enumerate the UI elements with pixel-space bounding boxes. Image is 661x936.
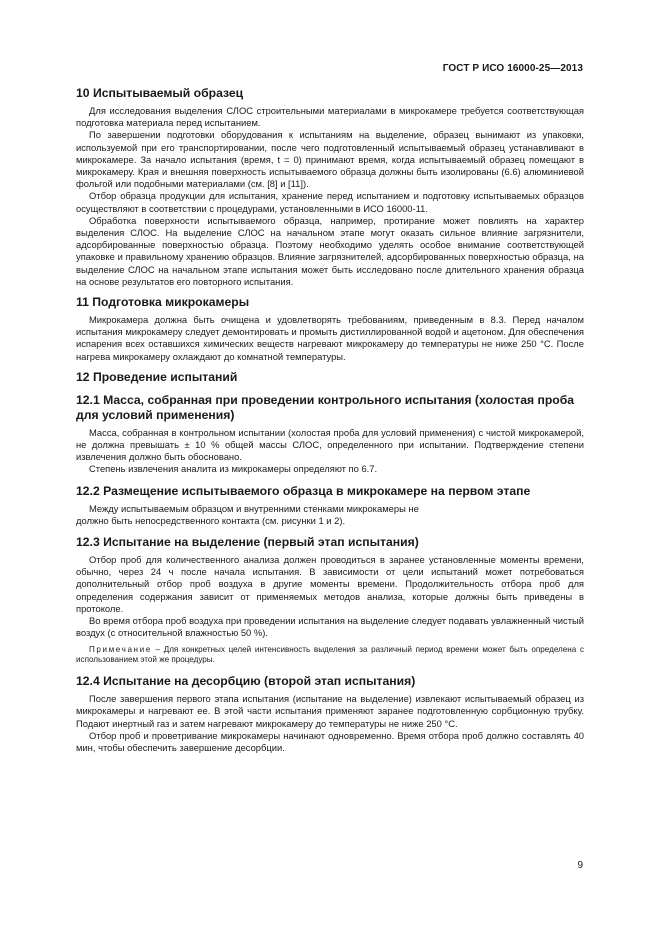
- section-12-2-title: 12.2 Размещение испытываемого образца в микрокамере на первом этапе: [76, 483, 531, 498]
- section-12-4-paragraph-1: После завершения первого этапа испытания (испытание на выделение) извлекают испытываемый образец из микрокамеры и нагревают ее. В этой части испытания применяют заранее подготовленную сорбционную трубку. Подают инертный газ и затем нагревают микрокамеру до температуры не ниже 250 °С.: [76, 693, 584, 729]
- document-header: ГОСТ Р ИСО 16000-25—2013: [442, 63, 583, 74]
- note-text: – Для конкретных целей интенсивность выделения за различный период времени может быть определена с использованием этой же процедуры.: [76, 644, 584, 665]
- section-12-2-line-2: должно быть непосредственного контакта (см. рисунки 1 и 2).: [76, 514, 346, 526]
- section-12-4-paragraph-2: Отбор проб и проветривание микрокамеры начинают одновременно. Время отбора проб должно составлять 40 мин, чтобы обеспечить завершение десорбции.: [76, 729, 584, 753]
- section-12-1-title: 12.1 Масса, собранная при проведении контрольного испытания (холостая проба для условий применения): [76, 392, 575, 422]
- section-10-paragraph-2: По завершении подготовки оборудования к испытаниям на выделение, образец вынимают из упаковки, используемой при его транспортировании, после чего подготовленный испытываемый образец устанавливают в микрокамере. За начало испытания (время, t = 0) принимают время, когда испытываемый образец помещают в микрокамеру. Края и внешняя поверхность испытываемого образца должны быть изолированы (6.6) алюминиевой фольгой или подобными материалами (см. [8] и [11]).: [76, 129, 584, 190]
- section-10-paragraph-4: Обработка поверхности испытываемого образца, например, протирание может повлиять на характер выделения СЛОС. На выделение СЛОС на начальном этапе могут оказать сильное влияние загрязнители, адсорбированные поверхностью образца. Поэтому необходимо уделять особое внимание соответствующей упаковке и правильному хранению образцов. Влияние загрязнителей, адсорбированных поверхностью образца, на выделение СЛОС на начальном этапе испытания может быть исследовано после длительного хранения образца на основе результатов его повторного испытания.: [76, 214, 584, 287]
- page-body: [76, 86, 584, 754]
- section-10-paragraph-3: Отбор образца продукции для испытания, хранение перед испытанием и подготовку испытываемых образцов осуществляют в соответствии с процедурами, установленными в ИСО 16000-11.: [76, 190, 584, 214]
- section-12-3-title: 12.3 Испытание на выделение (первый этап испытания): [76, 535, 419, 550]
- section-11-paragraph-1: Микрокамера должна быть очищена и удовлетворять требованиям, приведенным в 8.3. Перед началом испытания микрокамеру следует демонтировать и промыть дистиллированной водой и ацетоном. Для обеспечения испарения всех оставшихся химических веществ нагревают микрокамеру до температуры не ниже 250 °С. После нагрева микрокамеру охлаждают до комнатной температуры.: [76, 314, 584, 362]
- section-12-1-paragraph-2: Степень извлечения аналита из микрокамеры определяют по 6.7.: [89, 463, 378, 475]
- section-10-title: 10 Испытываемый образец: [76, 86, 244, 100]
- note-label: Примечание: [89, 644, 152, 654]
- section-10-paragraph-1: Для исследования выделения СЛОС строительными материалами в микрокамере требуется соответствующая подготовка материала перед испытанием.: [76, 105, 584, 129]
- page-number: 9: [577, 860, 583, 871]
- section-12-4-title: 12.4 Испытание на десорбцию (второй этап испытания): [76, 674, 416, 689]
- section-12-2-line-1: Между испытываемым образцом и внутренними стенками микрокамеры не: [89, 502, 419, 514]
- section-12-title: 12 Проведение испытаний: [76, 369, 238, 384]
- section-11-title: 11 Подготовка микрокамеры: [76, 295, 250, 310]
- section-12-3-paragraph-1: Отбор проб для количественного анализа должен проводиться в заранее установленные моменты времени, обычно, через 24 ч после начала испытания. В зависимости от цели испытаний может потребоваться дополнительный отбор проб воздуха в другие моменты времени. Продолжительность отбора проб для определения содержания зависит от применяемых методов анализа, которые должны быть приведены в протоколе.: [76, 554, 584, 614]
- section-12-3-paragraph-2: Во время отбора проб воздуха при проведении испытания на выделение следует подавать увлажненный чистый воздух (с относительной влажностью 50 %).: [76, 615, 584, 639]
- section-12-1-paragraph-1: Масса, собранная в контрольном испытании (холостая проба для условий применения) с чистой микрокамерой, не должна превышать ± 10 % общей массы СЛОС, определенного при испытании. Подтверждение степени извлечения должно быть обосновано.: [76, 426, 584, 463]
- section-12-3-note: [76, 645, 584, 667]
